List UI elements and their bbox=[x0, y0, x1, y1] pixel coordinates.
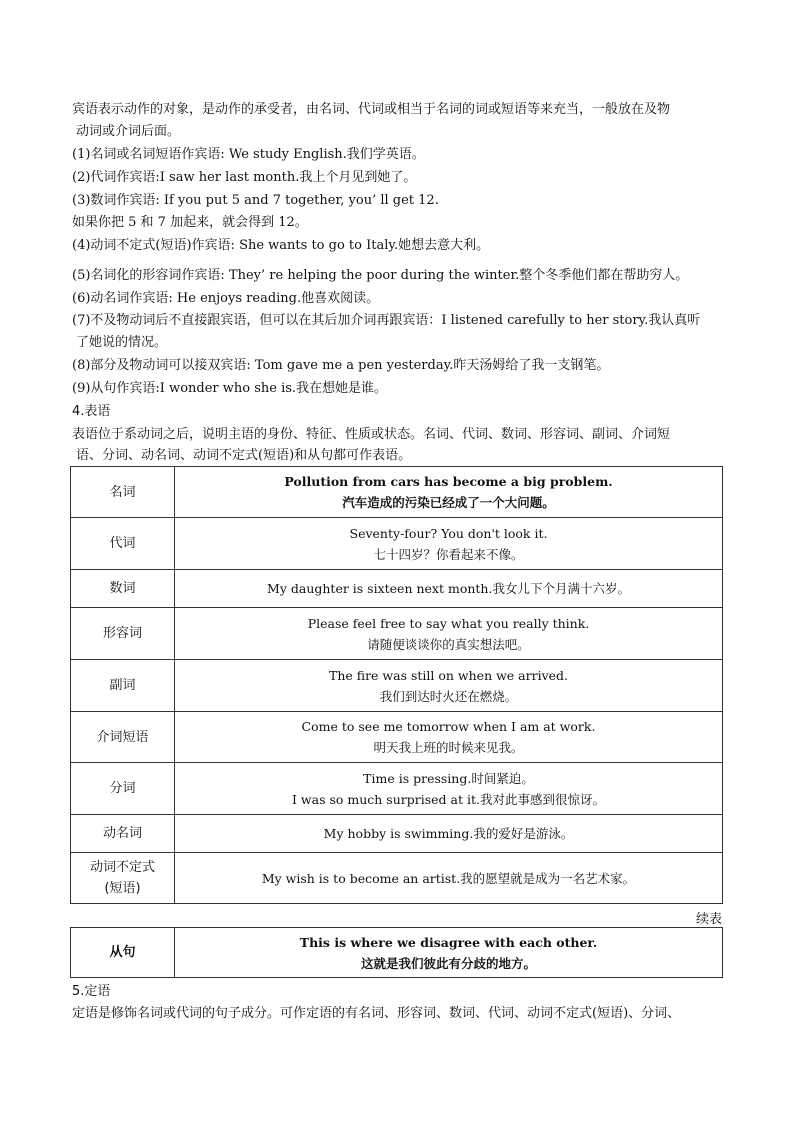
example-zh: 我们到达时火还在燃烧。 bbox=[379, 688, 518, 704]
example-en: My wish is to become an artist.我的愿望就是成为一名艺术家。 bbox=[261, 870, 636, 886]
example-en: Time is pressing.时间紧迫。 bbox=[363, 770, 534, 786]
row-example bbox=[175, 928, 723, 978]
row-example bbox=[175, 467, 723, 518]
example-en: Pollution from cars has become a big problem. bbox=[284, 474, 613, 489]
example-zh: I was so much surprised at it.我对此事感到很惊讶。 bbox=[292, 791, 605, 807]
example-zh: 汽车造成的污染已经成了一个大问题。 bbox=[342, 495, 555, 510]
row-label: 代词 bbox=[71, 518, 175, 570]
object-item-8: (8)部分及物动词可以接双宾语: Tom gave me a pen yesterday.昨天汤姆给了我一支钢笔。 bbox=[72, 358, 610, 373]
predicative-table-continued bbox=[70, 927, 723, 978]
row-label bbox=[71, 853, 175, 904]
row-example bbox=[175, 518, 723, 570]
object-item-5: (5)名词化的形容词作宾语: They’ re helping the poor during the winter.整个冬季他们都在帮助穷人。 bbox=[72, 268, 689, 283]
table-row bbox=[71, 763, 723, 815]
row-example bbox=[175, 815, 723, 853]
example-zh: 请随便谈谈你的真实想法吧。 bbox=[367, 636, 530, 652]
object-item-3-translation: 如果你把 5 和 7 加起来，就会得到 12。 bbox=[72, 215, 308, 230]
row-label-line-2: (短语) bbox=[104, 881, 141, 896]
table-row bbox=[71, 712, 723, 763]
row-example bbox=[175, 853, 723, 904]
example-en: This is where we disagree with each other. bbox=[299, 934, 598, 950]
object-item-4: (4)动词不定式(短语)作宾语: She wants to go to Italy.她想去意大利。 bbox=[72, 238, 490, 253]
example-en: Come to see me tomorrow when I am at work. bbox=[301, 719, 596, 734]
example-zh: 明天我上班的时候来见我。 bbox=[373, 740, 524, 755]
row-example bbox=[175, 660, 723, 712]
section-4-desc-2: 语、分词、动名词、动词不定式(短语)和从句都可作表语。 bbox=[76, 448, 412, 463]
section-5-desc-1: 定语是修饰名词或代词的句子成分。可作定语的有名词、形容词、数词、代词、动词不定式(短语)、分词、 bbox=[72, 1006, 681, 1021]
table-continued-label: 续表 bbox=[695, 912, 722, 927]
table-row bbox=[71, 467, 723, 518]
object-item-7: (7)不及物动词后不直接跟宾语，但可以在其后加介词再跟宾语：I listened carefully to her story.我认真听 bbox=[72, 313, 701, 328]
object-item-7-cont: 了她说的情况。 bbox=[76, 335, 168, 350]
table-row bbox=[71, 660, 723, 712]
intro-line-2: 动词或介词后面。 bbox=[76, 124, 181, 139]
row-label: 形容词 bbox=[71, 608, 175, 660]
table-row bbox=[71, 608, 723, 660]
table-row bbox=[71, 518, 723, 570]
object-item-1: (1)名词或名词短语作宾语: We study English.我们学英语。 bbox=[72, 147, 425, 162]
object-item-2: (2)代词作宾语:I saw her last month.我上个月见到她了。 bbox=[72, 170, 417, 185]
table-row bbox=[71, 928, 723, 978]
row-label: 名词 bbox=[71, 467, 175, 518]
row-label: 副词 bbox=[71, 660, 175, 712]
table-row bbox=[71, 853, 723, 904]
row-example bbox=[175, 712, 723, 763]
section-4-desc-1: 表语位于系动词之后，说明主语的身份、特征、性质或状态。名词、代词、数词、形容词、副词、介词短 bbox=[72, 427, 671, 442]
predicative-table bbox=[70, 466, 723, 904]
row-example bbox=[175, 608, 723, 660]
section-4-title: 4.表语 bbox=[72, 404, 111, 419]
example-en: Please feel free to say what you really think. bbox=[307, 615, 590, 631]
intro-line-1: 宾语表示动作的对象，是动作的承受者，由名词、代词或相当于名词的词或短语等来充当，一般放在及物 bbox=[72, 102, 671, 117]
table-row bbox=[71, 815, 723, 853]
section-5-title: 5.定语 bbox=[72, 984, 111, 999]
row-label: 数词 bbox=[71, 570, 175, 608]
example-en: My daughter is sixteen next month.我女儿下个月满十六岁。 bbox=[267, 581, 630, 596]
row-label: 动名词 bbox=[71, 815, 175, 853]
row-label: 介词短语 bbox=[71, 712, 175, 763]
example-zh: 这就是我们彼此有分歧的地方。 bbox=[360, 955, 536, 971]
table-row bbox=[71, 570, 723, 608]
object-item-6: (6)动名词作宾语: He enjoys reading.他喜欢阅读。 bbox=[72, 291, 380, 306]
object-item-9: (9)从句作宾语:I wonder who she is.我在想她是谁。 bbox=[72, 381, 388, 396]
row-example bbox=[175, 763, 723, 815]
example-en: Seventy-four? You don't look it. bbox=[349, 525, 548, 541]
row-label-line-1: 动词不定式 bbox=[89, 860, 155, 875]
row-label: 分词 bbox=[71, 763, 175, 815]
example-en: The fire was still on when we arrived. bbox=[328, 667, 568, 683]
example-zh: 七十四岁？你看起来不像。 bbox=[373, 546, 524, 562]
row-label: 从句 bbox=[71, 928, 175, 978]
row-example bbox=[175, 570, 723, 608]
example-en: My hobby is swimming.我的爱好是游泳。 bbox=[323, 826, 574, 841]
object-item-3: (3)数词作宾语: If you put 5 and 7 together, you’ ll get 12. bbox=[72, 193, 439, 208]
